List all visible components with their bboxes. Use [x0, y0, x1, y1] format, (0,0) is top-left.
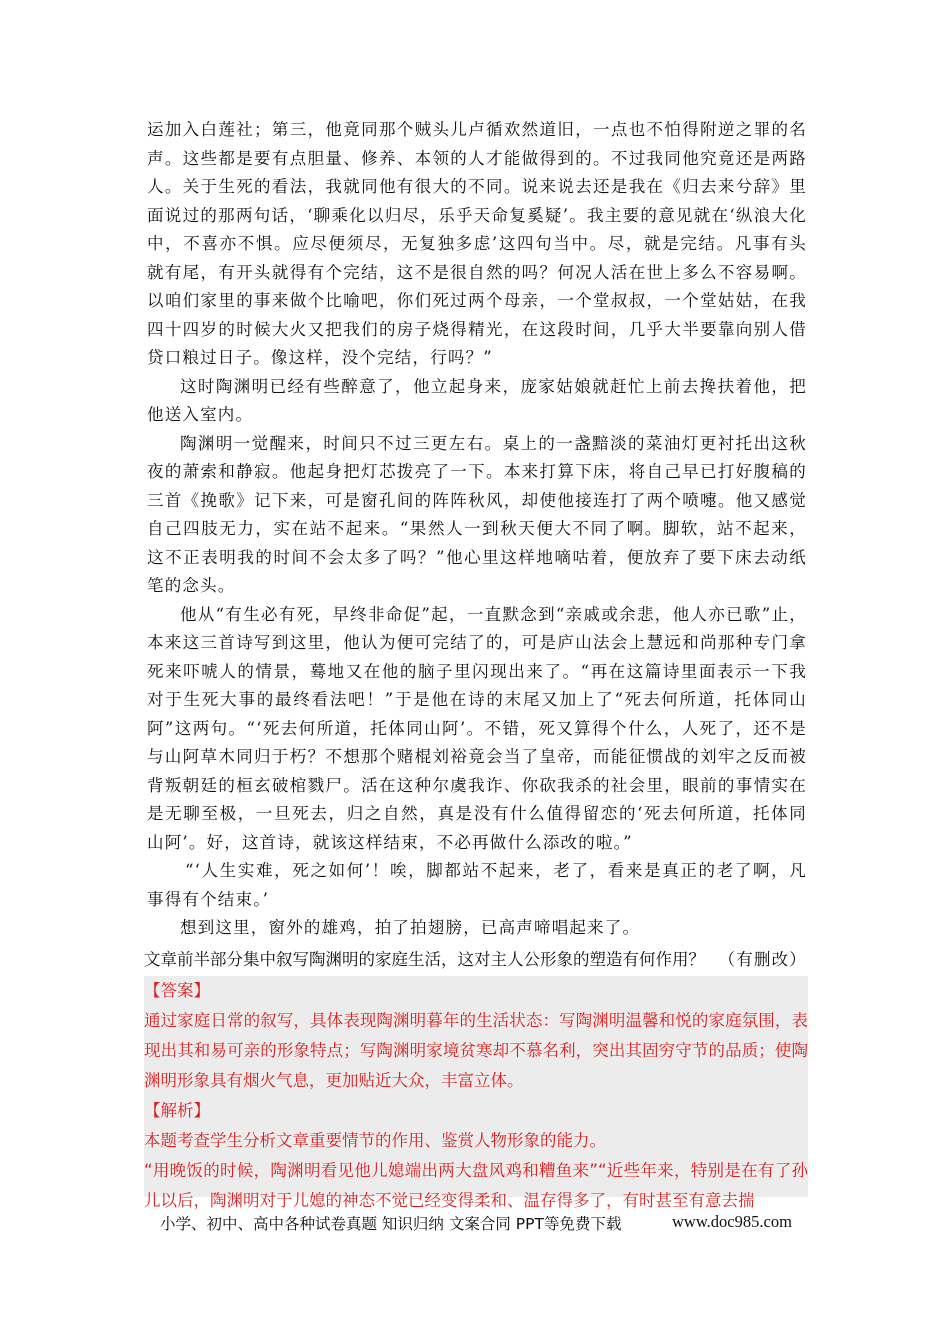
- story-text: [147, 116, 807, 974]
- story-paragraph-4: 他从“有生必有死，早终非命促”起，一直默念到“亲戚或余悲，他人亦已歌”止，本来这三首诗写到这里，他认为便可完结了的，可是庐山法会上慧远和尚那种专门拿死来吓唬人的情景，蓦地又在他的脑子里闪现出来了。“再在这篇诗里面表示一下我对于生死大事的最终看法吧！”于是他在诗的末尾又加上了“死去何所道，托体同山阿”这两句。“‘死去何所道，托体同山阿’。不错，死又算得个什么，人死了，还不是与山阿草木同归于朽？不想那个赌棍刘裕竟会当了皇帝，而能征惯战的刘牢之反而被背叛朝廷的桓玄破棺戮尸。活在这种尔虞我诈、你砍我杀的社会里，眼前的事情实在是无聊至极，一旦死去，归之自然，真是没有什么值得留恋的‘死去何所道，托体同山阿’。好，这首诗，就该这样结束，不必再做什么添改的啦。”: [147, 604, 807, 852]
- question-text: 文章前半部分集中叙写陶渊明的家庭生活，这对主人公形象的塑造有何作用？: [144, 950, 705, 969]
- page-footer: [160, 1212, 800, 1234]
- analysis-line-2: “用晚饭的时候，陶渊明看见他儿媳端出两大盘风鸡和糟鱼来”“近些年来，特别是在有了孙儿以后，陶渊明对于儿媳的神态不觉已经变得柔和、温存得多了，有时甚至有意去揣: [144, 1161, 808, 1210]
- story-paragraph-3: 陶渊明一觉醒来，时间只不过三更左右。桌上的一盏黯淡的菜油灯更衬托出这秋夜的萧索和静寂。他起身把灯芯拨亮了一下。本来打算下床，将自己早已打好腹稿的三首《挽歌》记下来，可是窗孔间的阵阵秋风，却使他接连打了两个喷嚏。他又感觉自己四肢无力，实在站不起来。“果然人一到秋天便大不同了啊。脚软，站不起来，这不正表明我的时间不会太多了吗？”他心里这样地嘀咕着，便放弃了要下床去动纸笔的念头。: [147, 433, 807, 595]
- source-note: （有删改）: [718, 949, 807, 969]
- story-paragraph-6: 想到这里，窗外的雄鸡，拍了拍翅膀，已高声啼唱起来了。: [180, 918, 641, 937]
- story-paragraph-5: “‘人生实难，死之如何’！唉，脚都站不起来，老了，看来是真正的老了啊，凡事得有个结束。’: [147, 861, 807, 909]
- footer-site-link[interactable]: www.doc985.com: [672, 1212, 792, 1231]
- analysis-label: 【解析】: [144, 1101, 210, 1120]
- footer-text: 小学、初中、高中各种试卷真题 知识归纳 文案合同 PPT等免费下载: [160, 1215, 622, 1233]
- analysis-line-1: 本题考查学生分析文章重要情节的作用、鉴赏人物形象的能力。: [144, 1131, 606, 1150]
- answer-box: [144, 976, 808, 1210]
- story-paragraph-2: 这时陶渊明已经有些醉意了，他立起身来，庞家姑娘就赶忙上前去搀扶着他，把他送入室内。: [147, 376, 807, 424]
- story-paragraph-1: 运加入白莲社；第三，他竟同那个贼头儿卢循欢然道旧，一点也不怕得附逆之罪的名声。这些都是要有点胆量、修养、本领的人才能做得到的。不过我同他究竟还是两路人。关于生死的看法，我就同他有很大的不同。说来说去还是我在《归去来兮辞》里面说过的那两句话，‘聊乘化以归尽，乐乎天命复奚疑’。我主要的意见就在‘纵浪大化中，不喜亦不惧。应尽便须尽，无复独多虑’这四句当中。尽，就是完结。凡事有头就有尾，有开头就得有个完结，这不是很自然的吗？何况人活在世上多么不容易啊。以咱们家里的事来做个比喻吧，你们死过两个母亲，一个堂叔叔，一个堂姑姑，在我四十四岁的时候大火又把我们的房子烧得精光，在这段时间，几乎大半要靠向别人借贷口粮过日子。像这样，没个完结，行吗？”: [147, 120, 807, 367]
- answer-text: 通过家庭日常的叙写，具体表现陶渊明暮年的生活状态：写陶渊明温馨和悦的家庭氛围，表现出其和易可亲的形象特点；写陶渊明家境贫寒却不慕名利，突出其固穷守节的品质；使陶渊明形象具有烟火气息，更加贴近大众，丰富立体。: [144, 1011, 808, 1090]
- answer-label: 【答案】: [144, 981, 210, 1000]
